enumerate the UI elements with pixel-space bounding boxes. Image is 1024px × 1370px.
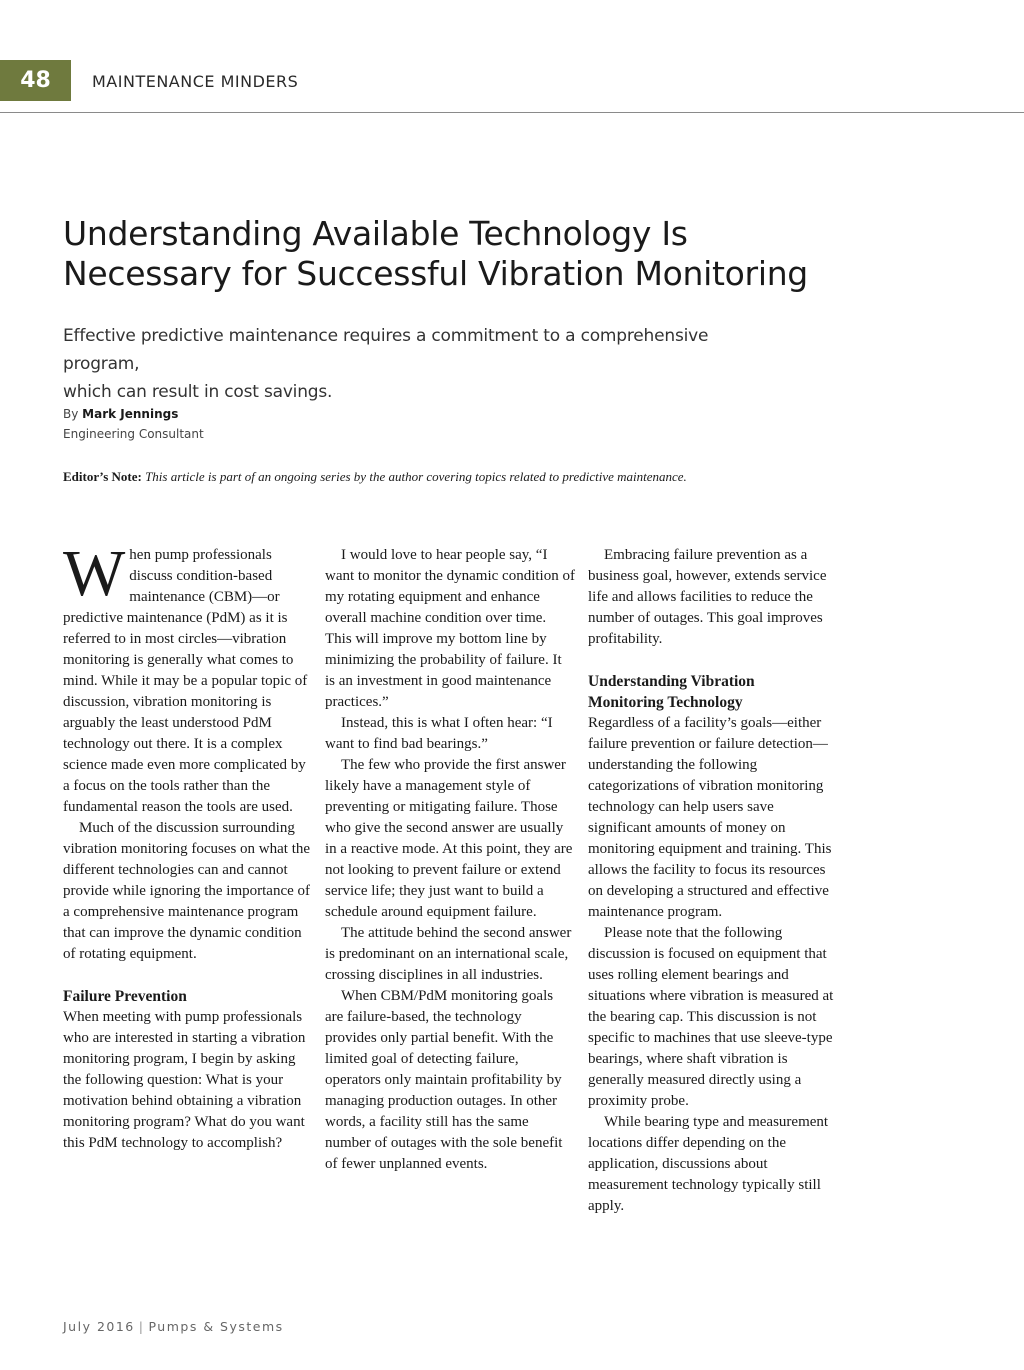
title-line-1: Understanding Available Technology Is xyxy=(63,214,688,253)
subheading-line-1: Understanding Vibration xyxy=(588,673,755,690)
spacer xyxy=(588,650,838,671)
paragraph: The few who provide the first answer likely have a management style of preventing or mitigating failure. Those who give the second answer are usually in a reactive mode. At this point, they are not looking to prevent failure or extend service life; they just want to build a schedule around equipment failure. xyxy=(325,757,573,920)
subheading-failure-prevention: Failure Prevention xyxy=(63,988,187,1005)
page-header xyxy=(0,60,1024,114)
paragraph: While bearing type and measurement locations differ depending on the application, discussions about measurement technology typically still apply. xyxy=(588,1114,829,1214)
paragraph xyxy=(63,537,313,818)
editors-note xyxy=(63,469,943,485)
paragraph: When CBM/PdM monitoring goals are failure-based, the technology provides only partial benefit. With the limited goal of detecting failure, operators only maintain profitability by managing production outages. In other words, a facility still has the same number of outages with the sole benefit of fewer unplanned events. xyxy=(325,988,563,1172)
author-title: Engineering Consultant xyxy=(63,427,204,441)
byline xyxy=(63,404,204,444)
page-footer xyxy=(63,1319,284,1334)
section-name: MAINTENANCE MINDERS xyxy=(92,72,299,91)
paragraph: I would love to hear people say, “I want to monitor the dynamic condition of my rotating equipment and enhance overall machine condition over time. This will improve my bottom line by minimizing the probability of failure. It is an investment in good maintenance practices.” xyxy=(325,547,575,710)
paragraph-text: hen pump professionals discuss condition-based maintenance (CBM)—or predictive maintenance (PdM) as it is referred to in most circles—vibration monitoring is generally what comes to mind. While it may be a popular topic of discussion, vibration monitoring is arguably the least understood PdM technology out there. It is a complex science made even more complicated by a focus on the tools rather than the fundamental reason the tools are used. xyxy=(63,547,308,815)
header-divider xyxy=(0,112,1024,113)
paragraph: When meeting with pump professionals who are interested in starting a vibration monitoring program, I begin by asking the following question: What is your motivation behind obtaining a vibration monitoring program? What do you want this PdM technology to accomplish? xyxy=(63,1009,306,1151)
body-column-2 xyxy=(325,545,575,1175)
article-title xyxy=(63,214,923,294)
footer-separator: | xyxy=(138,1319,145,1334)
paragraph: Regardless of a facility’s goals—either failure prevention or failure detection—understanding the following categorizations of vibration monitoring technology can help users save significant amounts of money on monitoring equipment and training. This allows the facility to focus its resources on developing a structured and effective maintenance program. xyxy=(588,715,832,920)
drop-cap: W xyxy=(63,537,126,610)
article-subtitle xyxy=(63,322,783,406)
subheading-line-2: Monitoring Technology xyxy=(588,694,743,711)
paragraph: Please note that the following discussion is focused on equipment that uses rolling element bearings and situations where vibration is measured at the bearing cap. This discussion is not specific to machines that use sleeve-type bearings, where shaft vibration is generally measured directly using a proximity probe. xyxy=(588,925,834,1109)
footer-issue: July 2016 xyxy=(63,1319,135,1334)
editors-note-label: Editor’s Note: xyxy=(63,469,142,484)
author-name: Mark Jennings xyxy=(82,407,179,421)
page-number: 48 xyxy=(0,60,71,101)
subheading-understanding-vibration xyxy=(588,671,838,713)
body-column-3 xyxy=(588,545,838,1217)
spacer xyxy=(63,965,313,986)
paragraph: The attitude behind the second answer is predominant on an international scale, crossing disciplines in all industries. xyxy=(325,925,572,983)
subtitle-line-2: which can result in cost savings. xyxy=(63,382,333,402)
body-column-1 xyxy=(63,537,313,1154)
subtitle-line-1: Effective predictive maintenance requires a commitment to a comprehensive program, xyxy=(63,326,709,374)
paragraph: Embracing failure prevention as a business goal, however, extends service life and allows facilities to reduce the number of outages. This goal improves profitability. xyxy=(588,547,827,647)
byline-prefix: By xyxy=(63,407,79,421)
paragraph: Much of the discussion surrounding vibration monitoring focuses on what the different technologies can and cannot provide while ignoring the importance of a comprehensive maintenance program that can improve the dynamic condition of rotating equipment. xyxy=(63,820,311,962)
paragraph: Instead, this is what I often hear: “I want to find bad bearings.” xyxy=(325,715,553,752)
title-line-2: Necessary for Successful Vibration Monitoring xyxy=(63,254,808,293)
editors-note-text: This article is part of an ongoing series by the author covering topics related to predictive maintenance. xyxy=(145,469,687,484)
footer-publication: Pumps & Systems xyxy=(148,1319,284,1334)
